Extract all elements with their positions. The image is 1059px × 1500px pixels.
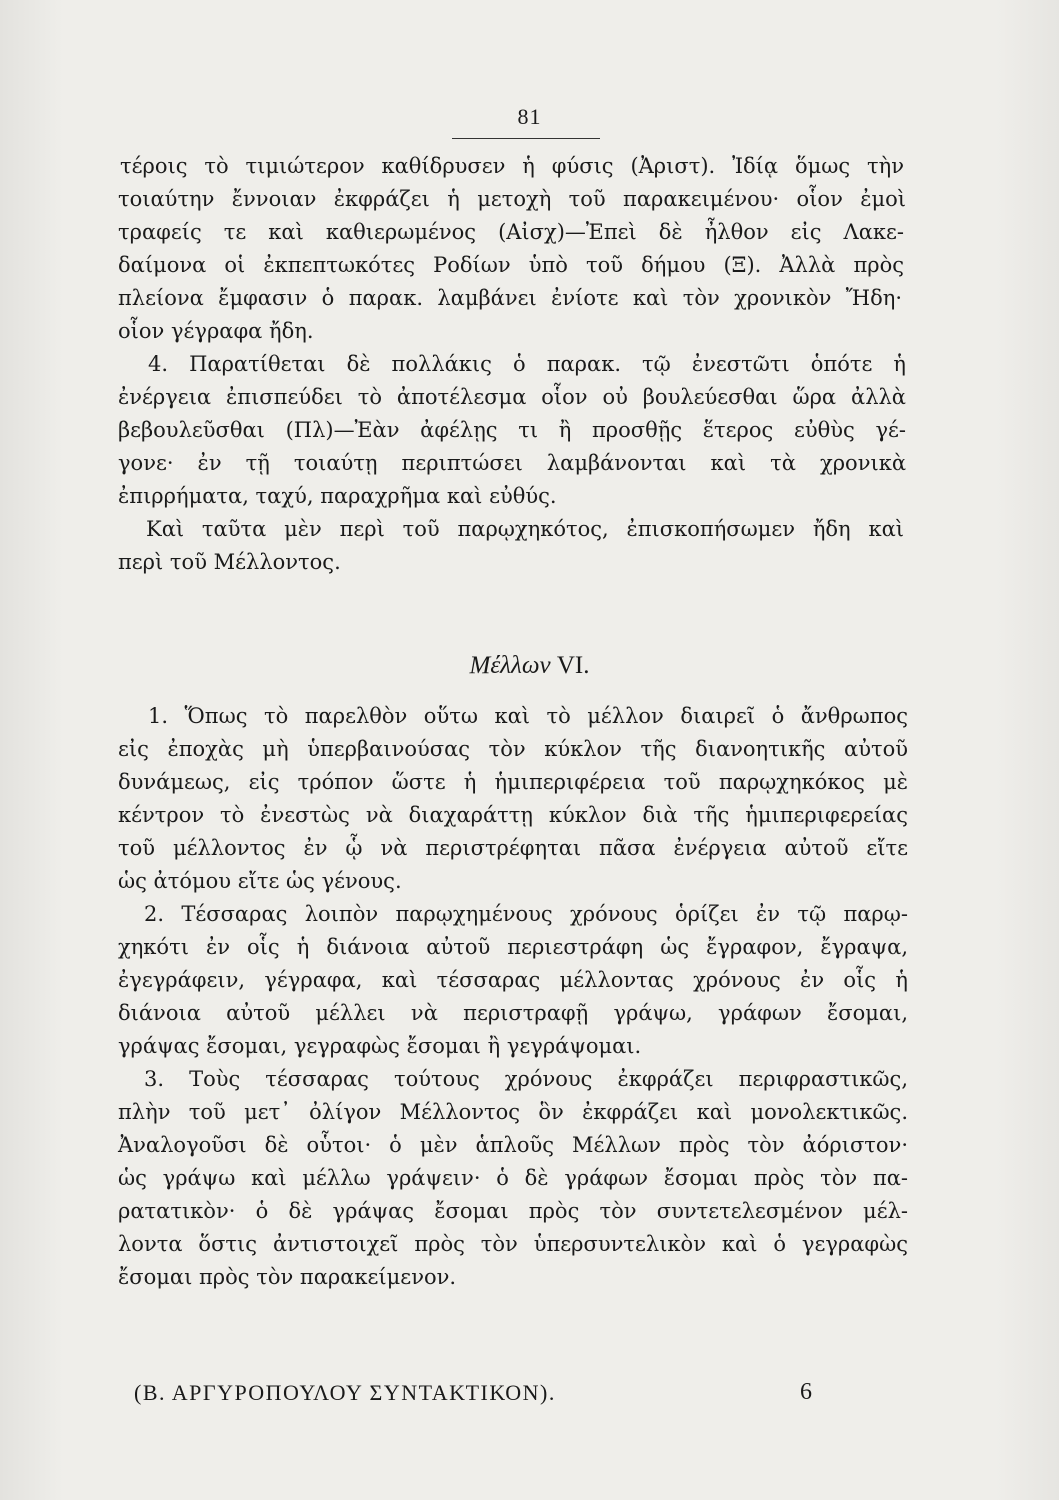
text-line: χηκότι ἐν οἷς ἡ διάνοια αὐτοῦ περιεστράφη ὡς ἔγραφον, ἔγραψα, [118,935,908,959]
section-heading-italic: Μέλλων [469,652,551,679]
text-line: εἰς ἐποχὰς μὴ ὑπερβαινούσας τὸν κύκλον τῆς διανοητικῆς αὐτοῦ [118,737,908,761]
text-line: οἷον γέγραφα ἤδη. [118,319,314,343]
text-line: γράψας ἔσομαι, γεγραφὼς ἔσομαι ἢ γεγράψομαι. [118,1034,642,1058]
header-rule [452,138,600,139]
text-line: ρατατικὸν· ὁ δὲ γράψας ἔσομαι πρὸς τὸν συντετελεσμένον μέλ- [118,1199,908,1223]
text-line: 2. Τέσσαρας λοιπὸν παρῳχημένους χρόνους ὁρίζει ἐν τῷ παρῳ- [144,902,908,926]
text-line: περὶ τοῦ Μέλλοντος. [118,550,341,574]
section-heading [0,652,1059,680]
text-line: τοῦ μέλλοντος ἐν ᾧ νὰ περιστρέφηται πᾶσα ἐνέργεια αὐτοῦ εἴτε [118,836,908,860]
text-line: πλὴν τοῦ μετ᾽ ὀλίγον Μέλλοντος ὃν ἐκφράζει καὶ μονολεκτικῶς. [118,1100,908,1124]
text-line: ὡς ἀτόμου εἴτε ὡς γένους. [118,869,402,893]
text-line: ἐγεγράφειν, γέγραφα, καὶ τέσσαρας μέλλοντας χρόνους ἐν οἷς ἡ [118,968,908,992]
text-line: Καὶ ταῦτα μὲν περὶ τοῦ παρῳχηκότος, ἐπισκοπήσωμεν ἤδη καὶ [146,517,904,541]
text-line: ἐνέργεια ἐπισπεύδει τὸ ἀποτέλεσμα οἷον οὐ βουλεύεσθαι ὥρα ἀλλὰ [118,385,906,409]
text-line: λοντα ὅστις ἀντιστοιχεῖ πρὸς τὸν ὑπερσυντελικὸν καὶ ὁ γεγραφὼς [118,1232,908,1256]
text-line: δαίμονα οἱ ἐκπεπτωκότες Ροδίων ὑπὸ τοῦ δήμου (Ξ). Ἀλλὰ πρὸς [118,253,904,277]
text-line: 3. Τοὺς τέσσαρας τούτους χρόνους ἐκφράζει περιφραστικῶς, [144,1067,908,1091]
text-line: Ἀναλογοῦσι δὲ οὗτοι· ὁ μὲν ἁπλοῦς Μέλλων πρὸς τὸν ἀόριστον· [118,1133,908,1157]
text-line: ὡς γράψω καὶ μέλλω γράψειν· ὁ δὲ γράφων ἔσομαι πρὸς τὸν πα- [118,1166,908,1190]
text-line: τέροις τὸ τιμιώτερον καθίδρυσεν ἡ φύσις (Ἀριστ). Ἰδίᾳ ὅμως τὴν [120,154,904,178]
signature-footer: (Β. ΑΡΓΥΡΟΠΟΥΛΟΥ ΣΥΝΤΑΚΤΙΚΟΝ). [134,1380,556,1405]
section-heading-numeral: VI. [550,652,590,679]
text-line: πλείονα ἔμφασιν ὁ παρακ. λαμβάνει ἐνίοτε καὶ τὸν χρονικὸν Ἤδη· [118,286,902,310]
text-block-bottom [116,700,916,1294]
text-line: 4. Παρατίθεται δὲ πολλάκις ὁ παρακ. τῷ ἐνεστῶτι ὁπότε ἡ [148,352,906,376]
text-line: τραφείς τε καὶ καθιερωμένος (Αἰσχ)—Ἐπεὶ δὲ ἦλθον εἰς Λακε- [118,220,904,244]
text-line: κέντρον τὸ ἐνεστὼς νὰ διαχαράττῃ κύκλον διὰ τῆς ἡμιπεριφερείας [118,803,908,827]
text-line: βεβουλεῦσθαι (Πλ)—Ἐὰν ἀφέλῃς τι ἢ προσθῇς ἕτερος εὐθὺς γέ- [118,418,906,442]
text-line: τοιαύτην ἔννοιαν ἐκφράζει ἡ μετοχὴ τοῦ παρακειμένου· οἷον ἐμοὶ [118,187,906,211]
text-block-top [116,150,916,579]
text-line: διάνοια αὐτοῦ μέλλει νὰ περιστραφῇ γράψω, γράφων ἔσομαι, [118,1001,908,1025]
page-number: 81 [517,104,542,129]
text-line: ἔσομαι πρὸς τὸν παρακείμενον. [118,1265,457,1289]
signature-mark: 6 [800,1379,812,1405]
text-line: δυνάμεως, εἰς τρόπον ὥστε ἡ ἡμιπεριφέρεια τοῦ παρῳχηκόκος μὲ [118,770,908,794]
text-line: 1. Ὅπως τὸ παρελθὸν οὕτω καὶ τὸ μέλλον διαιρεῖ ὁ ἄνθρωπος [148,704,908,728]
text-line: ἐπιρρήματα, ταχύ, παραχρῆμα καὶ εὐθύς. [118,484,557,508]
text-line: γονε· ἐν τῇ τοιαύτῃ περιπτώσει λαμβάνονται καὶ τὰ χρονικὰ [118,451,906,475]
